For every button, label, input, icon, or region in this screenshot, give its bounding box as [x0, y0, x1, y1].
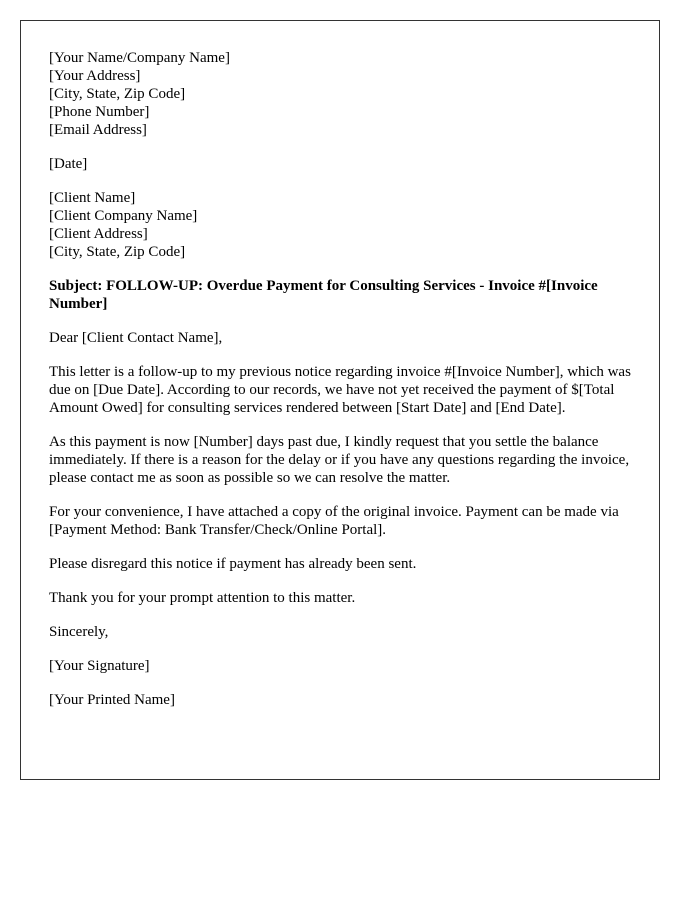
letter-date: [Date]: [49, 156, 88, 172]
recipient-city-state-zip: [City, State, Zip Code]: [49, 244, 186, 260]
recipient-name: [Client Name]: [49, 190, 136, 206]
salutation: Dear [Client Contact Name],: [49, 330, 223, 346]
sender-city-state-zip: [City, State, Zip Code]: [49, 86, 186, 102]
letter-page: [20, 20, 660, 780]
sender-address: [Your Address]: [49, 68, 141, 84]
body-paragraph-1: This letter is a follow-up to my previous notice regarding invoice #[Invoice Number], which was due on [Due Date]. According to our records, we have not yet received the payment of $[Total Amount Owed] for consulting services rendered between [Start Date] and [End Date].: [49, 364, 631, 416]
body-paragraph-3: For your convenience, I have attached a copy of the original invoice. Payment can be made via [Payment Method: Bank Transfer/Check/Online Portal].: [49, 504, 619, 538]
recipient-company: [Client Company Name]: [49, 208, 198, 224]
body-paragraph-5: Thank you for your prompt attention to this matter.: [49, 590, 356, 606]
sender-block: [49, 49, 631, 139]
recipient-address: [Client Address]: [49, 226, 148, 242]
recipient-block: [49, 189, 631, 261]
date-block: [49, 155, 631, 173]
sender-email: [Email Address]: [49, 122, 147, 138]
subject-line: Subject: FOLLOW-UP: Overdue Payment for Consulting Services - Invoice #[Invoice Number]: [49, 278, 598, 312]
sender-phone: [Phone Number]: [49, 104, 150, 120]
sender-name: [Your Name/Company Name]: [49, 50, 230, 66]
body-paragraph-2: As this payment is now [Number] days past due, I kindly request that you settle the balance immediately. If there is a reason for the delay or if you have any questions regarding the invoice, please contact me as soon as possible so we can resolve the matter.: [49, 434, 630, 486]
body-paragraph-4: Please disregard this notice if payment has already been sent.: [49, 556, 417, 572]
closing: Sincerely,: [49, 624, 109, 640]
printed-name: [Your Printed Name]: [49, 692, 175, 708]
signature: [Your Signature]: [49, 658, 150, 674]
